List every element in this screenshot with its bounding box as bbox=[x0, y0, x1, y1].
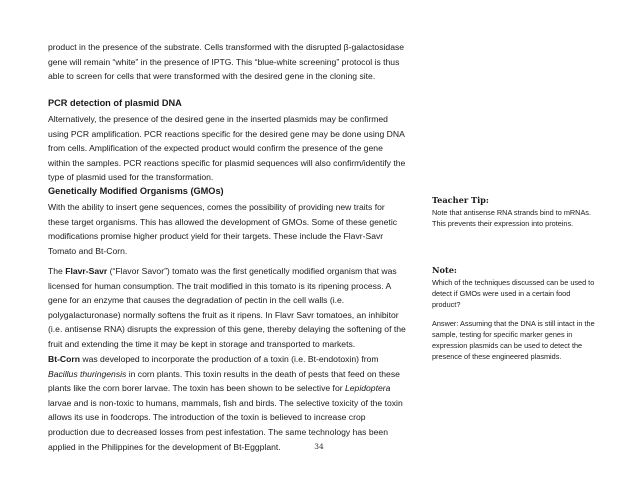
text-line: Answer: Assuming that the DNA is still intact in the bbox=[432, 319, 595, 328]
text-line: licensed for human consumption. The trait modified in this tomato is its ripening process. A bbox=[48, 280, 392, 291]
text-rest: in corn plants. This toxin results in the death of pests that feed on these bbox=[126, 368, 400, 379]
pcr-heading: PCR detection of plasmid DNA bbox=[48, 98, 182, 108]
note-answer bbox=[432, 318, 612, 362]
text-line: Which of the techniques discussed can be used to bbox=[432, 278, 595, 287]
text-line: polygalacturonase) normally softens the fruit as it ripens. In Flavr Savr tomatoes, an inhibitor bbox=[48, 309, 399, 320]
note-title: Note: bbox=[432, 265, 457, 275]
text-line: gene for an enzyme that causes the degradation of pectin in the cell walls (i.e. bbox=[48, 295, 345, 306]
text-line: (i.e. antisense RNA) disrupts the expression of this gene, thereby delaying the softening of the bbox=[48, 324, 406, 335]
text-line: gene will remain “white” in the presence of IPTG. This “blue-white screening” protocol is thus bbox=[48, 56, 400, 67]
gmo-heading: Genetically Modified Organisms (GMOs) bbox=[48, 186, 224, 196]
text-line: fruit and extending the time it may be kept in storage and transported to markets. bbox=[48, 338, 356, 349]
text-line: product? bbox=[432, 300, 461, 309]
teacher-tip-title: Teacher Tip: bbox=[432, 195, 489, 205]
text-line: product in the presence of the substrate. Cells transformed with the disrupted β-galactosidase bbox=[48, 42, 405, 52]
text-line bbox=[48, 352, 426, 367]
text-line: able to screen for cells that were transformed with the desired gene in the cloning site. bbox=[48, 71, 376, 82]
flavr-savr-term: Flavr-Savr bbox=[65, 266, 108, 276]
teacher-tip-box bbox=[432, 195, 612, 229]
text-line: modifications promise higher product yield for their targets. These include the Flavr-Savr bbox=[48, 231, 384, 242]
note-question bbox=[432, 277, 612, 310]
text-line: expression plasmids can be used to detect the bbox=[432, 341, 583, 350]
text-line: Tomato and Bt-Corn. bbox=[48, 245, 128, 256]
gmo-paragraph bbox=[48, 200, 426, 258]
text-line: using PCR amplification. PCR reactions specific for the desired gene may be done using DNA bbox=[48, 128, 405, 139]
page-number: 34 bbox=[314, 442, 324, 451]
text-line: larvae and is non-toxic to humans, mammals, fish and birds. The selective toxicity of the toxin bbox=[48, 397, 403, 408]
text-lead: The bbox=[48, 266, 66, 276]
text-line: allows its use in foodcrops. The introduction of the toxin is believed to increase crop bbox=[48, 412, 366, 423]
text-lead: plants like the corn borer larvae. The toxin has been shown to be selective for bbox=[48, 383, 345, 394]
flavr-savr-paragraph bbox=[48, 264, 426, 352]
text-line: Note that antisense RNA strands bind to mRNAs. bbox=[432, 208, 591, 217]
bt-corn-paragraph bbox=[48, 352, 426, 454]
pcr-paragraph bbox=[48, 112, 426, 185]
order-name: Lepidoptera bbox=[344, 383, 391, 394]
text-line: presence of these engineered plasmids. bbox=[432, 352, 562, 361]
text-line bbox=[48, 264, 426, 279]
bt-corn-term: Bt-Corn bbox=[48, 354, 80, 364]
text-line: production due to decreased losses from pest infestation. The same technology has been bbox=[48, 426, 388, 437]
note-box bbox=[432, 265, 612, 362]
text-line: from cells. Amplification of the expected product would confirm the presence of the gene bbox=[48, 143, 383, 154]
text-line: With the ability to insert gene sequences, comes the possibility of providing new traits for bbox=[48, 202, 385, 212]
text-line: sample, testing for specific marker genes in bbox=[432, 330, 573, 339]
text-rest: was developed to incorporate the production of a toxin (i.e. Bt-endotoxin) from bbox=[79, 354, 379, 364]
text-line: within the samples. PCR reactions specific for plasmid sequences will also confirm/identify the bbox=[48, 157, 406, 168]
text-rest: (“Flavor Savor”) tomato was the first genetically modified organism that was bbox=[107, 266, 397, 276]
species-name: Bacillus thuringensis bbox=[48, 368, 127, 379]
text-line: these target organisms. This has allowed the development of GMOs. Some of these genetic bbox=[48, 216, 398, 227]
text-line: type of plasmid used for the transformation. bbox=[48, 172, 214, 183]
intro-paragraph bbox=[48, 40, 426, 84]
text-line bbox=[48, 367, 426, 382]
text-line: Alternatively, the presence of the desired gene in the inserted plasmids may be confirmed bbox=[48, 114, 388, 124]
text-line: detect if GMOs were used in a certain food bbox=[432, 289, 571, 298]
text-line: This prevents their expression into proteins. bbox=[432, 219, 574, 228]
text-line: applied in the Philippines for the development of Bt-Eggplant. bbox=[48, 441, 281, 452]
text-line bbox=[48, 381, 426, 396]
